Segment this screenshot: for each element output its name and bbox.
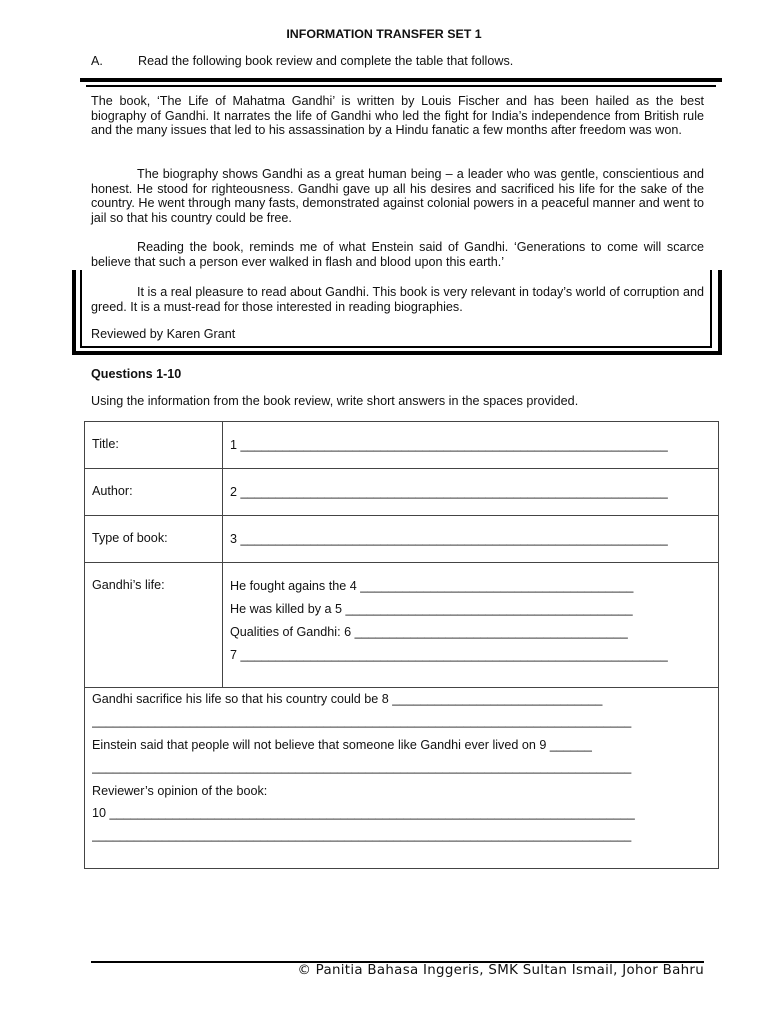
review-frame-top-thin (86, 85, 716, 87)
answer-10-line-2[interactable]: _____________________________________________________________________________ (92, 828, 632, 842)
table-row (85, 469, 719, 516)
answer-2-field[interactable]: 2 _____________________________________________________________ (223, 469, 719, 516)
type-label: Type of book: (85, 516, 223, 563)
section-marker: A. (91, 54, 103, 68)
life-answers (223, 563, 719, 688)
answer-3-field[interactable]: 3 _____________________________________________________________ (223, 516, 719, 563)
author-label: Author: (85, 469, 223, 516)
review-signoff: Reviewed by Karen Grant (91, 327, 236, 341)
answer-9-line[interactable]: _____________________________________________________________________________ (92, 760, 632, 774)
answer-4-field[interactable]: He fought agains the 4 _______________________________________ (230, 579, 634, 593)
answer-table (84, 421, 719, 869)
review-paragraph-1: The book, ‘The Life of Mahatma Gandhi’ is written by Louis Fischer and has been hailed as the best biography of Gandhi. It narrates the life of Gandhi who led the fight for India’s independence from British rule and the many issues that led to his assassination by a Hindu fanatic a few months after freedom was won. (91, 94, 704, 138)
answer-1-field[interactable]: 1 _____________________________________________________________ (223, 422, 719, 469)
review-frame-top-thick (80, 78, 722, 82)
review-frame-bottom-thin (80, 346, 712, 348)
review-frame-right-inner (710, 270, 712, 348)
question-8[interactable]: Gandhi sacrifice his life so that his country could be 8 ______________________________ (92, 692, 603, 706)
life-label: Gandhi’s life: (85, 563, 223, 688)
review-frame-right-outer (718, 270, 722, 355)
answer-6-field[interactable]: Qualities of Gandhi: 6 _______________________________________ (230, 625, 628, 639)
review-frame-left-outer (72, 270, 76, 355)
review-paragraph-4: It is a real pleasure to read about Gandhi. This book is very relevant in today’s world of corruption and greed. It is a must-read for those interested in reading biographies. (91, 285, 704, 314)
answer-8-line[interactable]: _____________________________________________________________________________ (92, 714, 632, 728)
questions-instruction: Using the information from the book review, write short answers in the spaces provided. (91, 394, 579, 408)
answer-7-field[interactable]: 7 _____________________________________________________________ (230, 648, 668, 662)
open-questions (85, 688, 719, 869)
review-frame-left-inner (80, 270, 82, 348)
worksheet-title: INFORMATION TRANSFER SET 1 (286, 27, 482, 41)
section-instruction: Read the following book review and complete the table that follows. (138, 54, 514, 68)
question-10-label: Reviewer’s opinion of the book: (92, 784, 268, 798)
answer-5-field[interactable]: He was killed by a 5 _________________________________________ (230, 602, 633, 616)
question-9[interactable]: Einstein said that people will not believe that someone like Gandhi ever lived on 9 ______ (92, 738, 592, 752)
questions-heading: Questions 1-10 (91, 367, 182, 381)
review-paragraph-3: Reading the book, reminds me of what Enstein said of Gandhi. ‘Generations to come will scarce believe that such a person ever walked in flash and blood upon this earth.’ (91, 240, 704, 269)
footer-copyright: © Panitia Bahasa Inggeris, SMK Sultan Ismail, Johor Bahru (297, 963, 704, 978)
answer-10-line-1[interactable]: 10 ___________________________________________________________________________ (92, 806, 635, 820)
table-row (85, 563, 719, 688)
table-row (85, 422, 719, 469)
table-row (85, 516, 719, 563)
title-label: Title: (85, 422, 223, 469)
review-paragraph-2: The biography shows Gandhi as a great human being – a leader who was gentle, conscientious and honest. He stood for righteousness. Gandhi gave up all his desires and sacrificed his life for the sake of the country. He went through many fasts, demonstrated against colonial powers in a peaceful manner and went to jail so that his country could be free. (91, 167, 704, 225)
review-frame-bottom-thick (72, 351, 722, 355)
table-row (85, 688, 719, 869)
